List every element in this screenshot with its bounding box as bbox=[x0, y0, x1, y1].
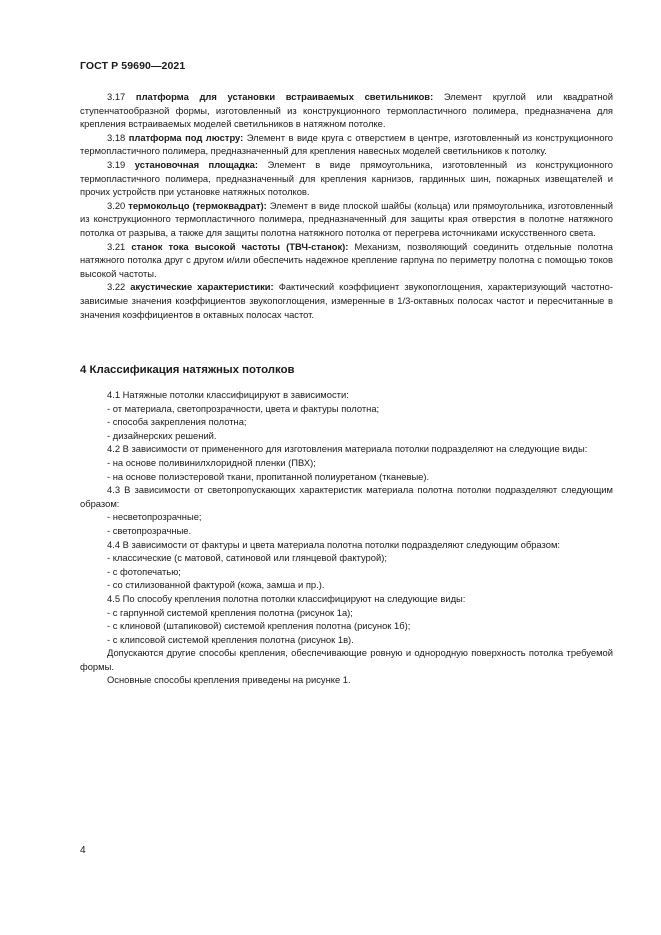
term-name: акустические характеристики: bbox=[130, 281, 274, 293]
term-name: платформа под люстру: bbox=[128, 131, 244, 143]
terms-section bbox=[80, 90, 613, 321]
paragraph: Допускаются другие способы крепления, обеспечивающие ровную и однородную поверхность потолка требуемой формы. bbox=[80, 647, 613, 672]
paragraph: 4.5 По способу крепления полотна потолки классифицируют на следующие виды: bbox=[107, 592, 466, 604]
paragraph: 4.2 В зависимости от примененного для изготовления материала потолки подразделяют на следующие виды: bbox=[107, 443, 588, 455]
term-definition: Механизм, позволяющий соединить отдельные полотна натяжного потолка друг с другом и/или обеспечить надежное крепление гарпуна по периметру полотна с помощью токов высокой частоты. bbox=[80, 240, 613, 279]
list-item: - с гарпунной системой крепления полотна (рисунок 1а); bbox=[107, 606, 353, 618]
section-title: 4 Классификация натяжных потолков bbox=[80, 364, 295, 376]
term-3-20: 3.20 термокольцо (термоквадрат): Элемент в виде плоской шайбы (кольца) или прямоугольника, изготовленный из конструкционного термопластичного полимера, предназначенный для защиты края отверстия в полотне натяжного потолка от разрыва, а также для защиты полотна натяжного потолка от перегрева источниками искусственного света. bbox=[80, 199, 613, 238]
list-item: - дизайнерских решений. bbox=[107, 429, 217, 441]
list-item: - классические (с матовой, сатиновой или глянцевой фактурой); bbox=[107, 552, 387, 564]
paragraph: Основные способы крепления приведены на рисунке 1. bbox=[107, 674, 351, 686]
list-item: - способа закрепления полотна; bbox=[107, 416, 247, 428]
paragraph: 4.1 Натяжные потолки классифицируют в зависимости: bbox=[107, 389, 349, 400]
term-3-19: 3.19 установочная площадка: Элемент в виде прямоугольника, изготовленный из конструкционного термопластичного полимера, предназначенный для крепления карнизов, гардинных шин, пожарных извещателей и прочих устройств при установке натяжных потолков. bbox=[80, 158, 613, 198]
list-item: - с клипсовой системой крепления полотна (рисунок 1в). bbox=[107, 633, 354, 645]
term-name: установочная площадка: bbox=[134, 158, 258, 170]
section-body bbox=[80, 388, 613, 687]
term-name: платформа для установки встраиваемых светильников: bbox=[135, 91, 434, 102]
document-header: ГОСТ Р 59690—2021 bbox=[80, 60, 186, 72]
list-item: - на основе поливинилхлоридной пленки (ПВХ); bbox=[107, 456, 316, 468]
term-name: термокольцо (термоквадрат): bbox=[128, 199, 267, 211]
term-name: станок тока высокой частоты (ТВЧ-станок): bbox=[131, 240, 349, 252]
page-number: 4 bbox=[80, 845, 86, 856]
term-3-22: 3.22 акустические характеристики: Фактический коэффициент звукопоглощения, характеризующий частотно-зависимые значения коэффициентов звукопоглощения, измеренные в 1/3-октавных полосах частот и пересчитанные в значения коэффициентов в октавных полосах частот. bbox=[80, 281, 613, 320]
list-item: - от материала, светопрозрачности, цвета и фактуры полотна; bbox=[107, 402, 380, 414]
term-3-21: 3.21 станок тока высокой частоты (ТВЧ-станок): Механизм, позволяющий соединить отдельные полотна натяжного потолка друг с другом и/или обеспечить надежное крепление гарпуна по периметру полотна с помощью токов высокой частоты. bbox=[80, 240, 613, 279]
list-item: - с фотопечатью; bbox=[107, 565, 181, 577]
list-item: - со стилизованной фактурой (кожа, замша и пр.). bbox=[107, 579, 325, 591]
paragraph: 4.3 В зависимости от светопропускающих характеристик материала полотна потолки подразделяют следующим образом: bbox=[80, 484, 613, 509]
term-definition: Элемент в виде прямоугольника, изготовленный из конструкционного термопластичного полимера, предназначенный для крепления карнизов, гардинных шин, пожарных извещателей и прочих устройств при установке натяжных потолков. bbox=[80, 158, 613, 198]
term-definition: Фактический коэффициент звукопоглощения, характеризующий частотно-зависимые значения коэффициентов звукопоглощения, измеренные в 1/3-октавных полосах частот и пересчитанные в значения коэффициентов в октавных полосах частот. bbox=[80, 281, 613, 320]
term-definition: Элемент круглой или квадратной ступенчатообразной формы, изготовленный из конструкционного термопластичного полимера, предназначена для крепления встраиваемых моделей светильников в натяжном потолке. bbox=[80, 91, 613, 130]
term-3-18: 3.18 платформа под люстру: Элемент в виде круга с отверстием в центре, изготовленный из конструкционного термопластичного полимера, предназначенный для крепления навесных моделей светильников к потолку. bbox=[80, 131, 613, 157]
paragraph: 4.4 В зависимости от фактуры и цвета материала полотна потолки подразделяют следующим образом: bbox=[107, 538, 560, 550]
list-item: - светопрозрачные. bbox=[107, 524, 192, 536]
term-definition: Элемент в виде круга с отверстием в центре, изготовленный из конструкционного термопластичного полимера, предназначенный для крепления навесных моделей светильников к потолку. bbox=[80, 131, 613, 157]
list-item: - несветопрозрачные; bbox=[107, 511, 202, 523]
term-3-17: 3.17 платформа для установки встраиваемых светильников: Элемент круглой или квадратной ступенчатообразной формы, изготовленный из конструкционного термопластичного полимера, предназначена для крепления встраиваемых моделей светильников в натяжном потолке. bbox=[80, 91, 613, 130]
list-item: - с клиновой (штапиковой) системой крепления полотна (рисунок 1б); bbox=[107, 620, 411, 632]
list-item: - на основе полиэстеровой ткани, пропитанной полиуретаном (тканевые). bbox=[107, 470, 430, 482]
term-definition: Элемент в виде плоской шайбы (кольца) или прямоугольника, изготовленный из конструкционного термопластичного полимера, предназначенный для защиты края отверстия в полотне натяжного потолка от разрыва, а также для защиты полотна натяжного потолка от перегрева источниками искусственного света. bbox=[80, 199, 613, 238]
